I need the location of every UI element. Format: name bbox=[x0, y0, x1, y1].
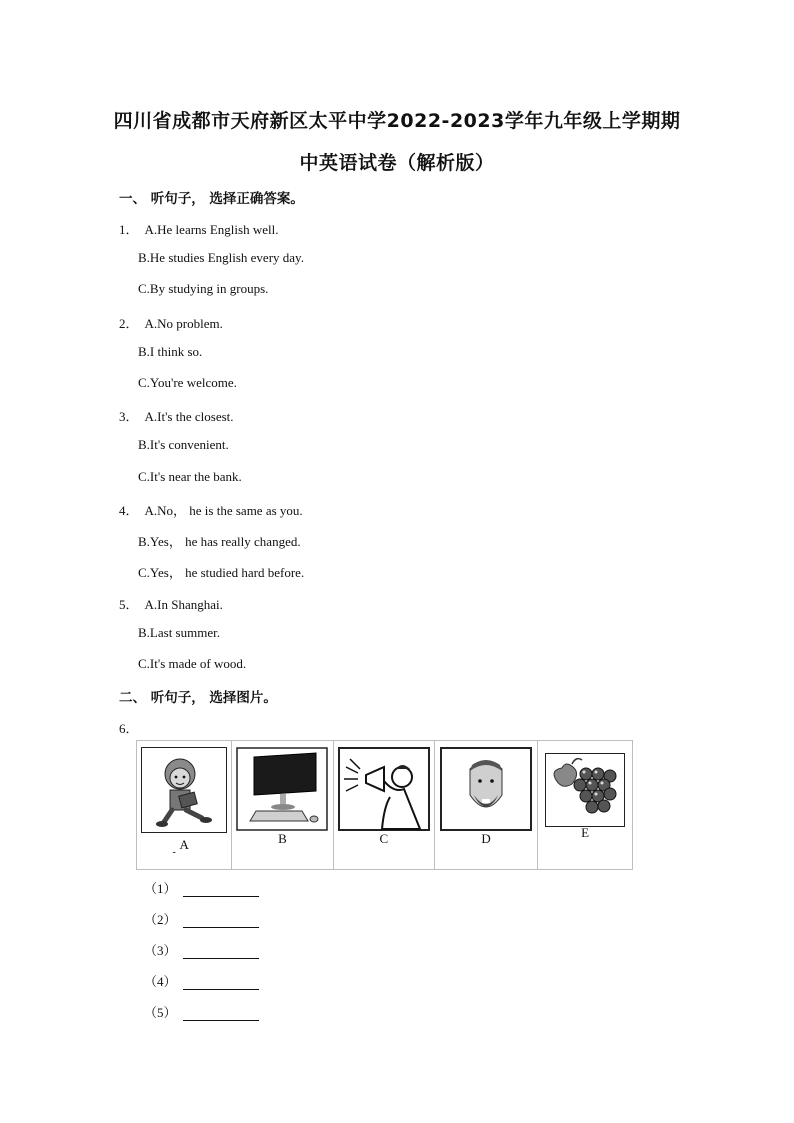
option-a: A.In Shanghai. bbox=[144, 597, 223, 612]
section-1-heading: 一、 听句子， 选择正确答案。 bbox=[119, 191, 304, 207]
answer-blank-2 bbox=[144, 909, 259, 928]
answer-line[interactable] bbox=[183, 1008, 259, 1021]
option-b: B.I think so. bbox=[138, 344, 203, 359]
man-megaphone-icon bbox=[338, 747, 430, 831]
picture-label-b: B bbox=[278, 831, 287, 846]
answer-line[interactable] bbox=[183, 946, 259, 959]
question-1 bbox=[119, 219, 278, 238]
picture-cell-d bbox=[434, 741, 537, 870]
question-5 bbox=[119, 594, 223, 613]
question-6-number: 6． bbox=[119, 721, 139, 736]
question-number: 5． bbox=[119, 597, 139, 612]
answer-blank-3 bbox=[144, 940, 259, 959]
blank-number: （4） bbox=[144, 974, 177, 989]
picture-cell-b bbox=[232, 741, 333, 870]
picture-label-a: A bbox=[179, 837, 189, 852]
option-b: B.He studies English every day. bbox=[138, 250, 304, 265]
option-a: A.No problem. bbox=[144, 316, 223, 331]
question-3 bbox=[119, 406, 234, 425]
computer-icon bbox=[236, 747, 328, 831]
question-2 bbox=[119, 313, 223, 332]
blank-number: （5） bbox=[144, 1005, 177, 1020]
question-number: 4． bbox=[119, 503, 139, 518]
option-c: C.Yes， he studied hard before. bbox=[138, 565, 305, 580]
blank-number: （2） bbox=[144, 912, 177, 927]
picture-label-c: C bbox=[379, 831, 389, 846]
option-c: C.It's near the bank. bbox=[138, 469, 242, 484]
answer-blank-5 bbox=[144, 1002, 259, 1021]
option-a: A.It's the closest. bbox=[144, 409, 234, 424]
question-number: 1． bbox=[119, 222, 139, 237]
section-2-heading: 二、 听句子， 选择图片。 bbox=[119, 690, 277, 706]
answer-line[interactable] bbox=[183, 977, 259, 990]
answer-line[interactable] bbox=[183, 884, 259, 897]
option-c: C.You're welcome. bbox=[138, 375, 237, 390]
picture-cell-e bbox=[538, 741, 633, 870]
question-number: 3． bbox=[119, 409, 139, 424]
answer-line[interactable] bbox=[183, 915, 259, 928]
document-title-line1: 四川省成都市天府新区太平中学2022-2023学年九年级上学期期 bbox=[113, 110, 681, 132]
option-c: C.It's made of wood. bbox=[138, 656, 247, 671]
blank-number: （3） bbox=[144, 943, 177, 958]
picture-label-d: D bbox=[481, 831, 491, 846]
answer-blank-4 bbox=[144, 971, 259, 990]
bearded-man-face-icon bbox=[440, 747, 532, 831]
picture-cell-a bbox=[137, 741, 232, 870]
option-b: B.Yes， he has really changed. bbox=[138, 534, 301, 549]
document-title-line2: 中英语试卷（解析版） bbox=[299, 152, 495, 174]
blank-number: （1） bbox=[144, 881, 177, 896]
picture-label-e: E bbox=[581, 825, 590, 840]
option-b: B.Last summer. bbox=[138, 625, 220, 640]
option-a: A.He learns English well. bbox=[144, 222, 279, 237]
answer-blank-1 bbox=[144, 878, 259, 897]
option-b: B.It's convenient. bbox=[138, 437, 229, 452]
option-c: C.By studying in groups. bbox=[138, 281, 269, 296]
picture-cell-c bbox=[333, 741, 434, 870]
question-number: 2． bbox=[119, 316, 139, 331]
boy-reading-icon bbox=[141, 747, 227, 833]
option-a: A.No， he is the same as you. bbox=[144, 503, 303, 518]
picture-note: - bbox=[172, 847, 176, 858]
picture-table bbox=[136, 740, 633, 870]
grapes-icon bbox=[545, 753, 625, 827]
question-4 bbox=[119, 500, 303, 519]
